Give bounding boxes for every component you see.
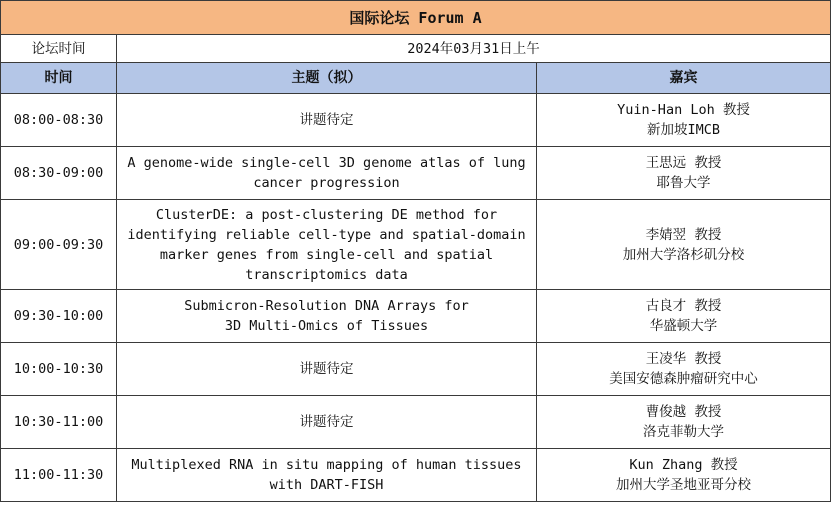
column-header-row: [1, 63, 831, 94]
table-row: [1, 200, 831, 290]
session-time: 10:30-11:00: [1, 396, 117, 449]
table-row: [1, 290, 831, 343]
session-time: 09:00-09:30: [1, 200, 117, 290]
table-row: [1, 343, 831, 396]
session-guest: 王思远 教授 耶鲁大学: [537, 147, 831, 200]
session-topic: 讲题待定: [117, 94, 537, 147]
session-topic: ClusterDE: a post-clustering DE method for identifying reliable cell-type and spatial-domain marker genes from single-cell and spatial transcriptomics data: [117, 200, 537, 290]
session-topic: Multiplexed RNA in situ mapping of human tissues with DART-FISH: [117, 449, 537, 502]
session-time: 10:00-10:30: [1, 343, 117, 396]
date-row: [1, 35, 831, 63]
forum-title: 国际论坛 Forum A: [1, 1, 831, 35]
session-time: 09:30-10:00: [1, 290, 117, 343]
session-guest: 曹俊越 教授 洛克菲勒大学: [537, 396, 831, 449]
date-value: 2024年03月31日上午: [117, 35, 831, 63]
schedule-body: [1, 1, 831, 502]
session-topic: Submicron-Resolution DNA Arrays for 3D Multi-Omics of Tissues: [117, 290, 537, 343]
session-guest: Kun Zhang 教授 加州大学圣地亚哥分校: [537, 449, 831, 502]
session-guest: 古良才 教授 华盛顿大学: [537, 290, 831, 343]
title-row: [1, 1, 831, 35]
table-row: [1, 396, 831, 449]
session-guest: 王凌华 教授 美国安德森肿瘤研究中心: [537, 343, 831, 396]
topic-column-header: 主题（拟）: [117, 63, 537, 94]
session-time: 08:30-09:00: [1, 147, 117, 200]
time-column-header: 时间: [1, 63, 117, 94]
session-time: 11:00-11:30: [1, 449, 117, 502]
session-topic: 讲题待定: [117, 396, 537, 449]
table-row: [1, 147, 831, 200]
guest-column-header: 嘉宾: [537, 63, 831, 94]
table-row: [1, 94, 831, 147]
table-row: [1, 449, 831, 502]
session-time: 08:00-08:30: [1, 94, 117, 147]
session-guest: Yuin-Han Loh 教授 新加坡IMCB: [537, 94, 831, 147]
session-topic: A genome-wide single-cell 3D genome atlas of lung cancer progression: [117, 147, 537, 200]
date-label: 论坛时间: [1, 35, 117, 63]
session-guest: 李婧翌 教授 加州大学洛杉矶分校: [537, 200, 831, 290]
session-topic: 讲题待定: [117, 343, 537, 396]
